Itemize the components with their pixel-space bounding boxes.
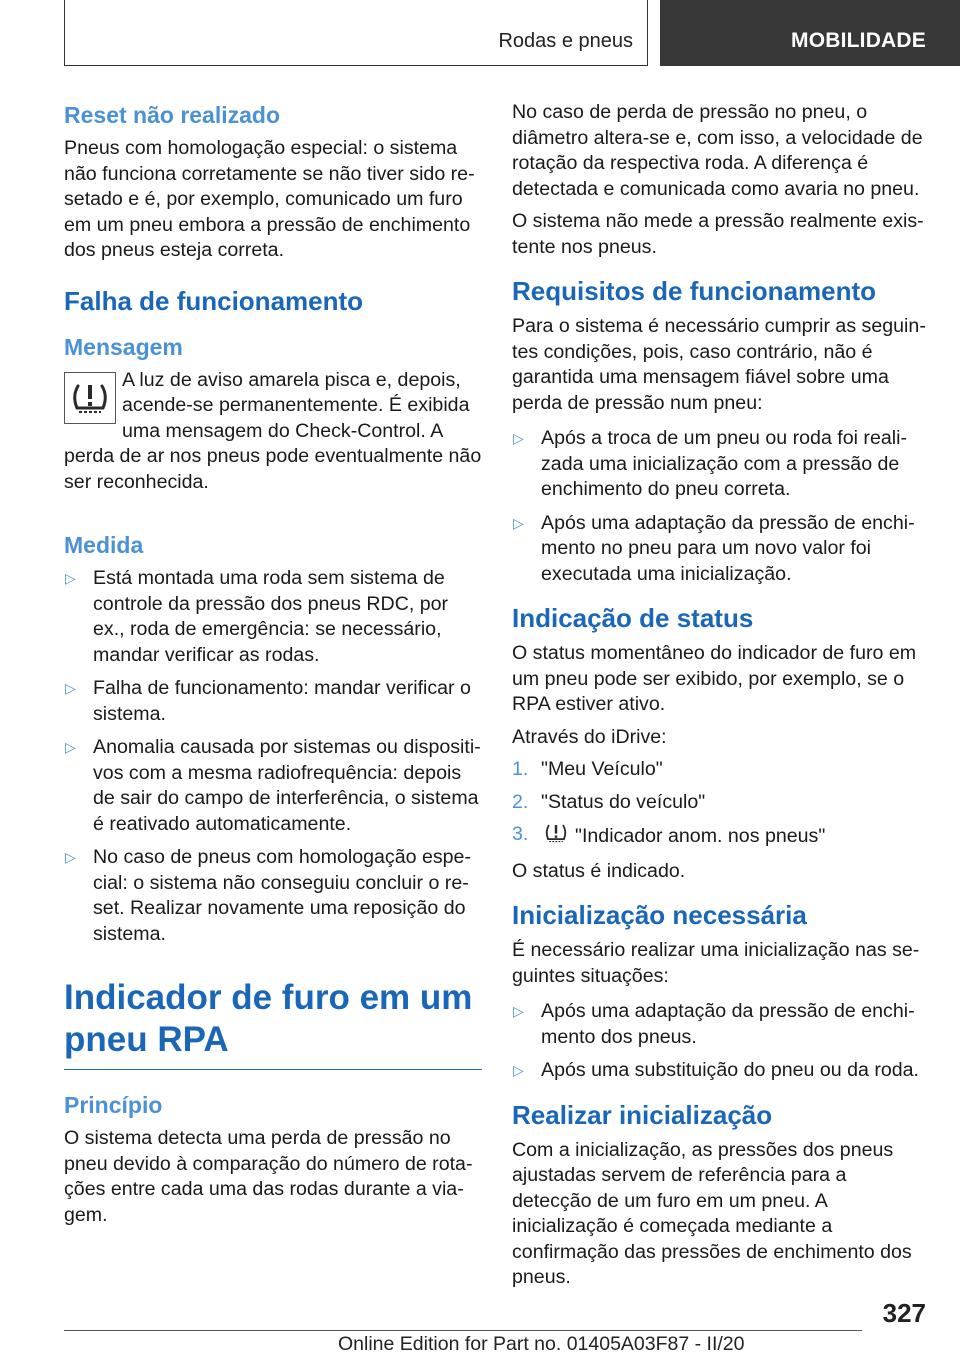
continuation-paragraph: No caso de perda de pressão no pneu, o diâmetro altera-se e, com isso, a velocidade de rotação da respectiva roda. A diferença é detectada e comunicada como avaria no pneu. bbox=[512, 101, 923, 200]
medida-heading: Medida bbox=[64, 532, 144, 558]
header-chapter-tab bbox=[660, 0, 960, 66]
triangle-bullet-icon: ▷ bbox=[65, 680, 76, 696]
triangle-bullet-icon: ▷ bbox=[513, 430, 524, 446]
left-column bbox=[64, 100, 482, 1235]
reset-heading: Reset não realizado bbox=[64, 102, 281, 128]
list-item: ▷ Falha de funcionamento: mandar verificar o sistema. bbox=[65, 677, 471, 725]
status-result-paragraph: O status é indicado. bbox=[512, 859, 686, 882]
init-needed-list bbox=[512, 999, 930, 1084]
mensagem-block bbox=[64, 368, 482, 503]
list-item: ▷ No caso de pneus com homologação especial: o sistema não conseguiu concluir o reset. Realizar novamente uma reposição do sistema. bbox=[65, 846, 471, 945]
list-item: 3. "Indicador anom. nos pneus" bbox=[512, 822, 930, 852]
heading-divider bbox=[64, 1069, 482, 1070]
realizar-heading: Realizar inicialização bbox=[512, 1099, 773, 1130]
triangle-bullet-icon: ▷ bbox=[513, 1003, 524, 1019]
medida-list bbox=[64, 566, 482, 947]
list-item: ▷ Após uma substituição do pneu ou da roda. bbox=[512, 1058, 930, 1084]
footer-edition: Online Edition for Part no. 01405A03F87 - II/20 bbox=[338, 1333, 745, 1355]
measurement-paragraph: O sistema não mede a pressão realmente existente nos pneus. bbox=[512, 210, 924, 258]
requisitos-paragraph: Para o sistema é necessário cumprir as seguintes condições, pois, caso contrário, não é garantida uma mensagem fiável sobre uma perda de pressão num pneu: bbox=[512, 315, 926, 414]
principio-paragraph: O sistema detecta uma perda de pressão no pneu devido à comparação do número de rotações entre cada uma das rodas durante a viagem. bbox=[64, 1127, 473, 1226]
header-chapter-title: MOBILIDADE bbox=[791, 29, 926, 52]
falha-heading: Falha de funcionamento bbox=[64, 285, 364, 316]
idrive-steps bbox=[512, 757, 930, 852]
list-item: ▷ Anomalia causada por sistemas ou dispositivos com a mesma radiofrequência: depois de sair do campo de interferência, o sistema é reativado automaticamente. bbox=[65, 736, 481, 835]
list-item: ▷ Está montada uma roda sem sistema de controle da pressão dos pneus RDC, por ex., roda de emergência: se necessário, mandar verificar as rodas. bbox=[65, 567, 449, 666]
list-item: ▷ Após uma adaptação da pressão de enchimento no pneu para um novo valor foi executada uma inicialização. bbox=[513, 511, 915, 585]
init-needed-heading: Inicialização necessária bbox=[512, 900, 807, 930]
page-header bbox=[0, 0, 960, 66]
realizar-paragraph: Com a inicialização, as pressões dos pneus ajustadas servem de referência para a detecção de um furo em um pneu. A inicialização é começada mediante a confirmação das pressões de enchimento dos pneus. bbox=[512, 1138, 912, 1288]
triangle-bullet-icon: ▷ bbox=[513, 514, 524, 531]
requisitos-heading: Requisitos de funcionamento bbox=[512, 276, 877, 306]
tire-pressure-warning-icon bbox=[64, 372, 116, 424]
principio-heading: Princípio bbox=[64, 1092, 163, 1118]
page-number: 327 bbox=[882, 1298, 926, 1328]
footer-divider bbox=[64, 1330, 862, 1331]
init-needed-paragraph: É necessário realizar uma inicialização nas seguintes situações: bbox=[512, 939, 920, 987]
triangle-bullet-icon: ▷ bbox=[65, 739, 76, 755]
status-heading: Indicação de status bbox=[512, 603, 754, 633]
header-section-frame bbox=[64, 0, 648, 66]
triangle-bullet-icon: ▷ bbox=[65, 570, 76, 586]
list-item: 1. "Meu Veículo" bbox=[512, 758, 663, 780]
tire-pressure-indicator-icon bbox=[543, 822, 569, 852]
right-column bbox=[512, 100, 930, 1298]
list-item: ▷ Após uma adaptação da pressão de enchimento dos pneus. bbox=[513, 1000, 915, 1048]
reset-paragraph: Pneus com homologação especial: o sistema não funciona corretamente se não tiver sido resetado e é, por exemplo, comunicado um furo em um pneu embora a pressão de enchimento dos pneus esteja correta. bbox=[64, 137, 475, 261]
requisitos-list bbox=[512, 426, 930, 587]
idrive-paragraph: Através do iDrive: bbox=[512, 725, 667, 748]
mensagem-heading: Mensagem bbox=[64, 333, 183, 360]
header-section-title: Rodas e pneus bbox=[498, 30, 633, 52]
status-paragraph: O status momentâneo do indicador de furo em um pneu pode ser exibido, por exemplo, se o RPA estiver ativo. bbox=[512, 642, 917, 715]
rpa-main-heading: Indicador de furo em um pneu RPA bbox=[64, 978, 473, 1059]
triangle-bullet-icon: ▷ bbox=[513, 1062, 524, 1078]
list-item: 2. "Status do veículo" bbox=[512, 790, 706, 813]
list-item: ▷ Após a troca de um pneu ou roda foi realizada uma inicialização com a pressão de enchimento do pneu correta. bbox=[513, 427, 907, 500]
mensagem-paragraph: A luz de aviso amarela pisca e, depois, acende-se permanentemente. É exibida uma mensagem do Check-Control. A perda de ar nos pneus pode eventualmente não ser reconhecida. bbox=[64, 368, 482, 493]
triangle-bullet-icon: ▷ bbox=[65, 849, 76, 865]
